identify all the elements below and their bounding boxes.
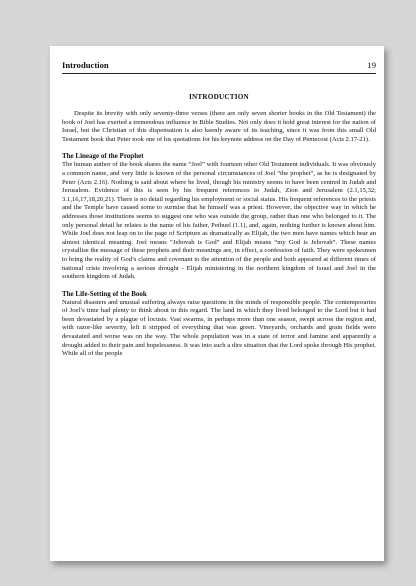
section-lineage xyxy=(62,152,376,281)
section-heading-life-setting: The Life-Setting of the Book xyxy=(62,289,147,298)
page-number: 19 xyxy=(367,60,376,70)
section-life-setting xyxy=(62,290,376,359)
section-heading-lineage: The Lineage of the Prophet xyxy=(62,152,144,161)
running-head-title: Introduction xyxy=(62,60,109,70)
section-body-lineage: The human author of the book shares the name “Joel” with fourteen other Old Testament individuals. It was obviously a common name, and very little is known of the personal circumstances of Joel “the prophet”, as he is designated by Peter (Acts 2.16). Nothing is said about where he lived, though his ministry seems to have been centred in Judah and Jerusalem. Evidence of this is seen by his frequent references to Judah, Zion and Jerusalem (2.1,15,32; 3.1,16,17,18,20,21). There is no detail regarding his employment or social status. His frequent references to the priests and the Temple have caused some to surmise that he himself was a priest. However, the objective way in which he addresses those institutions seems to suggest one who was outside the group, rather than one who belonged to it. The only personal detail he relates is the name of his father, Pethuel (1.1), and, again, nothing further is known about him. While Joel does not leap on to the page of Scripture as dramatically as Elijah, the two men have names which bear an almost identical meaning. Joel means “Jehovah is God” and Elijah means “my God is Jehovah”. These names crystallise the message of these prophets and their meanings are, in effect, a confession of faith. They were spokesmen to bring the reality of God’s claims and covenant to the attention of the people and both appeared at different times of national crisis involving a serious drought - Elijah ministering in the northern kingdom of Israel and Joel in the southern kingdom of Judah. xyxy=(62,161,376,281)
chapter-title: INTRODUCTION xyxy=(189,93,249,101)
book-page xyxy=(50,46,384,561)
section-body-life-setting: Natural disasters and unusual suffering always raise questions in the minds of responsible people. The contemporaries of Joel’s time had plenty to think about in this regard. The land in which they lived belonged to the Lord but it had been devastated by a plague of locusts. Vast swarms, in perhaps more than one season, swept across the region and, with razor-like severity, left it stripped of everything that was green. Vineyards, orchards and grain fields were devastated and worse was on the way. The whole population was in a state of terror and famine and apparently a drought added to their pain and hopelessness. It was into such a dire situation that the Lord spoke through His prophet. While all of the people xyxy=(62,298,376,358)
intro-paragraph: Despite its brevity with only seventy-three verses (there are only seven shorter books in the Old Testament) the book of Joel has exerted a tremendous influence in Bible Studies. Not only does it hold great interest for the nation of Israel, but the Christian of this dispensation is also keenly aware of its teaching, since it was from this small Old Testament book that Peter took one of his quotations for his keynote address on the Day of Pentecost (Acts 2.17-21). xyxy=(62,110,376,143)
running-head xyxy=(62,59,376,74)
